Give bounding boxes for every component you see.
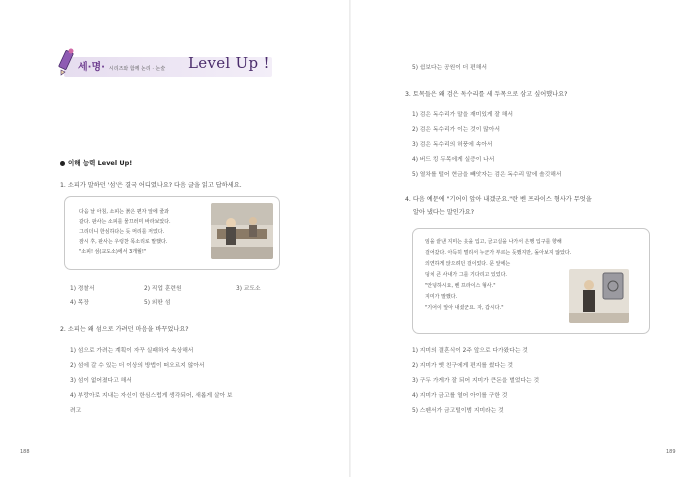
q3-option: 3) 검은 독수리의 허풍에 속아서 bbox=[412, 142, 493, 148]
passage-line: 덩치 큰 사내가 그를 기다리고 있었다. bbox=[425, 272, 507, 278]
passage-line: 같다. 판사는 소피를 물끄러미 바라보았다. bbox=[79, 219, 171, 225]
q2-option: 2) 섬에 갈 수 있는 더 이상의 방법이 떠오르지 않아서 bbox=[70, 363, 205, 369]
q3-option: 1) 검은 독수리가 말을 재미있게 잘 해서 bbox=[412, 112, 514, 118]
page-gutter bbox=[349, 0, 351, 477]
question-1: 1. 소피가 말하던 '섬'은 결국 어디였나요? 다음 글을 읽고 답하세요. bbox=[60, 182, 242, 189]
passage-line: 그리더니 한심하다는 듯 머리를 저었다. bbox=[79, 229, 165, 235]
question-4 bbox=[405, 193, 592, 219]
q4-option: 4) 지미가 금고를 열어 아이를 구한 것 bbox=[412, 393, 508, 399]
bullet-icon bbox=[60, 161, 65, 166]
bank-illustration bbox=[569, 269, 629, 323]
q2-option: 4) 부랑아로 지내는 자신이 한심스럽게 생각되어, 새롭게 살아 보 bbox=[70, 393, 233, 399]
page-number-left: 188 bbox=[20, 449, 30, 455]
q1-option: 2) 직업 훈련원 bbox=[144, 286, 182, 292]
passage-line: 잠시 후, 판사는 우렁찬 목소리로 말했다. bbox=[79, 239, 168, 245]
courtroom-illustration bbox=[211, 203, 273, 259]
passage-line: 임을 끝낸 지미는 옷을 입고, 금고실을 나가서 은행 입구를 향해 bbox=[425, 239, 562, 245]
level-up-title: Level Up ! bbox=[188, 54, 270, 72]
q4-option: 3) 구두 가게가 잘 되어 지미가 큰돈을 벌었다는 것 bbox=[412, 378, 540, 384]
q1-option: 1) 경찰서 bbox=[70, 286, 95, 292]
q2-option: 려고 bbox=[70, 408, 82, 414]
q2-option: 5) 쉼보다는 공원이 더 편해서 bbox=[412, 65, 487, 71]
series-subtitle: 시리즈와 함께 논리 · 논술 bbox=[108, 66, 166, 72]
passage-line: 지미가 말했다. bbox=[425, 294, 458, 300]
q1-option: 5) 외딴 섬 bbox=[144, 300, 171, 306]
q2-option: 3) 섬이 없어졌다고 해서 bbox=[70, 378, 132, 384]
passage-line: 의연하게 앉으려던 걸이었다. 문 앞에는 bbox=[425, 261, 511, 267]
question-4-line: 알아 냈다는 말인가요? bbox=[413, 209, 475, 216]
passage-box-1 bbox=[64, 196, 280, 270]
passage-line: "기어이 앞아 내셨군요. 자, 갑시다." bbox=[425, 305, 504, 311]
q1-option: 4) 목장 bbox=[70, 300, 89, 306]
q3-option: 2) 검은 독수리가 이는 것이 많아서 bbox=[412, 127, 500, 133]
pencil-icon bbox=[56, 47, 78, 77]
question-2: 2. 소피는 왜 섬으로 가려던 마음을 바꾸었나요? bbox=[60, 326, 189, 333]
passage-line: 다음 날 아침, 소피는 붉은 편자 앞에 줄과 bbox=[79, 209, 169, 215]
chapter-header bbox=[56, 45, 272, 83]
q3-option: 4) 버드 킹 두목에게 실증이 나서 bbox=[412, 157, 495, 163]
question-4-line: 4. 다음 예문에 "기어이 앞아 내겠군요."란 벤 프라이스 형사가 무엇을 bbox=[405, 196, 592, 203]
passage-box-4 bbox=[412, 228, 650, 334]
passage-line: "소피! 섬(교도소)에서 3개월!" bbox=[79, 249, 147, 255]
passage-line: "안녕하시요, 벤 프라이스 형사." bbox=[425, 283, 496, 289]
q4-option: 1) 지미의 결혼식이 2주 앞으로 다가왔다는 것 bbox=[412, 348, 528, 354]
q4-option: 5) 스펜서가 금고털이범 지미라는 것 bbox=[412, 408, 504, 414]
q4-option: 2) 지미가 옛 친구에게 편지를 썼다는 것 bbox=[412, 363, 514, 369]
passage-line: 걸어갔다. 아득히 멀리서 누군가 부르는 듯했지만, 돌아보지 않았다. bbox=[425, 250, 572, 256]
section-title: 이해 능력 Level Up! bbox=[60, 158, 132, 167]
q3-option: 5) 열차를 털어 현금을 빼앗자는 검은 독수리 말에 솔깃해서 bbox=[412, 172, 562, 178]
series-brand: 세·명· 시리즈와 함께 논리 · 논술 bbox=[78, 62, 166, 73]
page-number-right: 189 bbox=[666, 449, 676, 455]
question-3: 3. 토목들은 왜 검은 독수리를 세 두목으로 삼고 싶어했나요? bbox=[405, 91, 568, 98]
q2-option: 1) 섬으로 가려는 계획이 자꾸 실패하자 속상해서 bbox=[70, 348, 194, 354]
q1-option: 3) 교도소 bbox=[236, 286, 261, 292]
